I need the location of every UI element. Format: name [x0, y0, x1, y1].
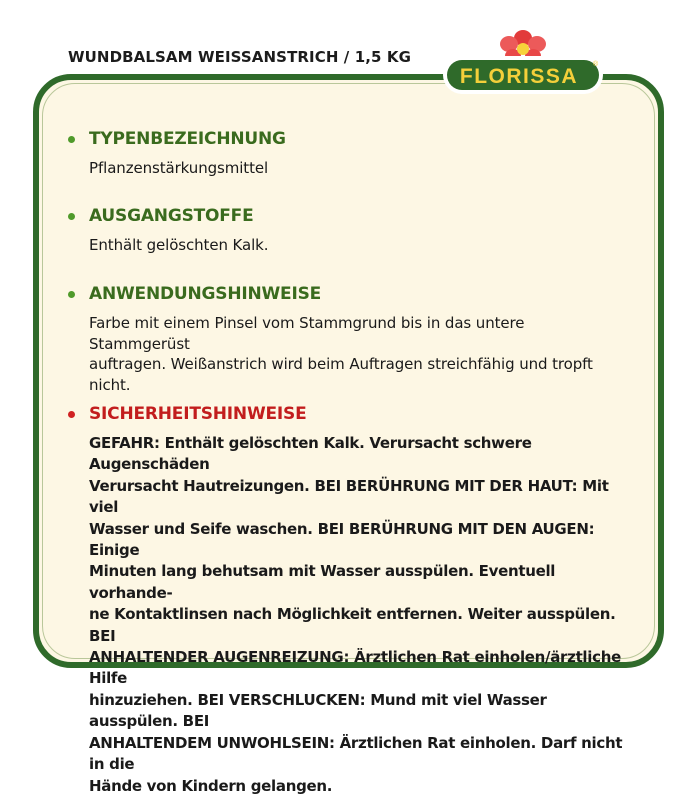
registered-mark: ® [593, 61, 599, 68]
section-typenbezeichnung [68, 129, 628, 179]
section-heading: ANWENDUNGSHINWEISE [89, 284, 322, 304]
section-heading: TYPENBEZEICHNUNG [89, 129, 286, 149]
bullet-icon [68, 411, 75, 418]
body-line: nicht. [89, 375, 131, 394]
body-line: Hände von Kindern gelangen. [89, 776, 333, 795]
section-body [89, 235, 628, 256]
florissa-logo [437, 22, 607, 104]
body-line: Minuten lang behutsam mit Wasser ausspülen. Eventuell vorhande- [89, 562, 556, 602]
body-line: GEFAHR: Enthält gelöschten Kalk. Verursacht schwere Augenschäden [89, 434, 532, 474]
bullet-icon [68, 136, 75, 143]
body-line: Wasser und Seife waschen. BEI BERÜHRUNG MIT DEN AUGEN: Einige [89, 519, 595, 560]
body-line: hinzuziehen. BEI VERSCHLUCKEN: Mund mit viel Wasser ausspülen. BEI [89, 690, 547, 731]
section-heading: SICHERHEITSHINWEISE [89, 404, 307, 424]
section-anwendungshinweise [68, 284, 628, 395]
section-ausgangstoffe [68, 206, 628, 256]
body-line: auftragen. Weißanstrich wird beim Auftragen streichfähig und tropft [89, 355, 593, 373]
section-body [89, 158, 628, 179]
body-line: Pflanzenstärkungsmittel [89, 159, 269, 177]
section-body [89, 313, 628, 395]
product-title: WUNDBALSAM WEISSANSTRICH / 1,5 KG [68, 48, 412, 66]
section-heading: AUSGANGSTOFFE [89, 206, 254, 226]
bullet-icon [68, 291, 75, 298]
body-line: Enthält gelöschten Kalk. [89, 236, 269, 254]
body-line: ANHALTENDER AUGENREIZUNG: Ärztlichen Rat einholen/ärztliche Hilfe [89, 648, 621, 688]
section-body [89, 433, 628, 797]
bullet-icon [68, 213, 75, 220]
section-sicherheitshinweise [68, 404, 628, 797]
body-line: Farbe mit einem Pinsel vom Stammgrund bis in das untere Stammgerüst [89, 314, 525, 353]
body-line: ANHALTENDEM UNWOHLSEIN: Ärztlichen Rat einholen. Darf nicht in die [89, 733, 623, 774]
body-line: Verursacht Hautreizungen. BEI BERÜHRUNG MIT DER HAUT: Mit viel [89, 476, 609, 517]
brand-name: FLORISSA [459, 65, 579, 88]
body-line: ne Kontaktlinsen nach Möglichkeit entfernen. Weiter ausspülen. BEI [89, 605, 616, 645]
